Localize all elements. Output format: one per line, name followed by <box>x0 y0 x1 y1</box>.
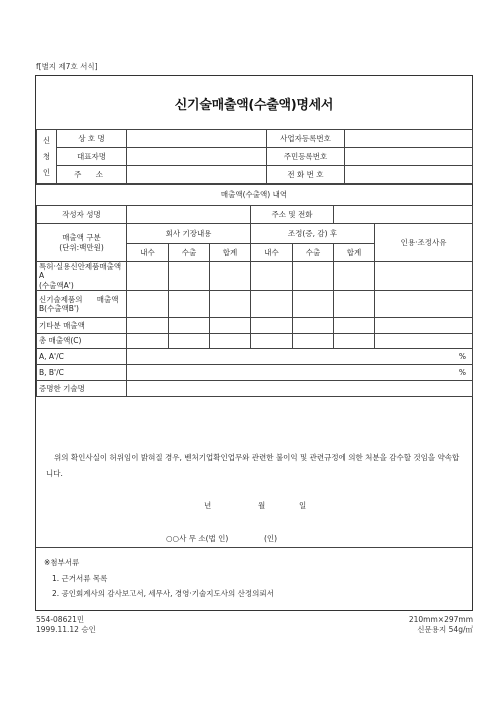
company-name-label: 상 호 명 <box>57 130 127 148</box>
address-label: 주 소 <box>57 166 127 184</box>
ratio-label-a: A, A'/C <box>37 349 127 365</box>
proof-tech-field[interactable] <box>127 381 473 397</box>
row-label-patent: 특허·실용신안제품매출액A (수출액A') <box>37 262 127 291</box>
subheader-domestic: 내수 <box>127 244 169 262</box>
representative-field[interactable] <box>127 148 267 166</box>
signer-name: ○○사 무 소(법 인) <box>166 534 229 543</box>
row-label-newtech: 신기술제품의 매출액 B(수출액B') <box>37 291 127 318</box>
contact-label: 주소 및 전화 <box>251 206 334 224</box>
ratio-label-b: B, B'/C <box>37 365 127 381</box>
table-row <box>37 334 473 349</box>
company-name-field[interactable] <box>127 130 267 148</box>
subheader-total-adjusted: 합계 <box>334 244 375 262</box>
date-month[interactable]: 월 <box>258 501 266 510</box>
form-title: 신기술매출액(수출액)명세서 <box>174 98 334 113</box>
date-row <box>36 500 472 510</box>
phone-field[interactable] <box>345 166 473 184</box>
reason-header: 인용·조정사유 <box>375 224 473 262</box>
address-field[interactable] <box>127 166 267 184</box>
sales-section-title: 매출액(수출액) 내역 <box>36 184 472 205</box>
signature-row <box>36 533 472 543</box>
table-row <box>37 262 473 291</box>
pledge-text: 위의 확인사실이 허위임이 밝혀질 경우, 벤처기업확인업무와 관련한 불이익 및 관련규정에 의한 처분을 감수할 것임을 약속합니다. <box>46 453 460 478</box>
row-label-other: 기타분 매출액 <box>37 318 127 334</box>
applicant-table <box>36 129 473 184</box>
statement-form <box>35 75 473 611</box>
row-label-total: 총 매출액(C) <box>37 334 127 349</box>
resident-reg-field[interactable] <box>345 148 473 166</box>
table-row <box>37 381 473 397</box>
company-record-header: 회사 기장내용 <box>127 224 251 244</box>
date-year[interactable]: 년 <box>204 501 212 510</box>
attachment-item: 1. 근거서류 목록 <box>52 574 108 583</box>
business-reg-label: 사업자등록번호 <box>267 130 345 148</box>
table-row <box>37 291 473 318</box>
attachments-title: ※첨부서류 <box>44 558 80 567</box>
resident-reg-label: 주민등록번호 <box>267 148 345 166</box>
ratio-value-b[interactable]: % <box>127 365 473 381</box>
date-day[interactable]: 일 <box>299 501 307 510</box>
table-row <box>37 318 473 334</box>
contact-field[interactable] <box>334 206 473 224</box>
writer-label: 작성자 성명 <box>37 206 127 224</box>
seal-mark[interactable]: (인) <box>264 534 278 543</box>
applicant-side-label: 신 청 인 <box>37 130 57 184</box>
ratio-value-a[interactable]: % <box>127 349 473 365</box>
footer-approval: 554-08621민 1999.11.12 승인 <box>36 615 96 634</box>
pledge-section <box>36 436 472 548</box>
representative-label: 대표자명 <box>57 148 127 166</box>
adjusted-header: 조정(증, 감) 후 <box>251 224 375 244</box>
table-row <box>37 349 473 365</box>
subheader-export: 수출 <box>169 244 210 262</box>
proof-tech-label: 증명한 기술명 <box>37 381 127 397</box>
table-row <box>37 365 473 381</box>
subheader-total: 합계 <box>210 244 251 262</box>
phone-label: 전 화 번 호 <box>267 166 345 184</box>
attachment-item: 2. 공인회계사의 감사보고서, 세무사, 경영·기술지도사의 산정의뢰서 <box>52 589 274 598</box>
writer-field[interactable] <box>127 206 251 224</box>
form-number-label: f[별지 제7호 서식] <box>36 62 98 71</box>
sales-table <box>36 205 473 397</box>
subheader-export-adjusted: 수출 <box>293 244 334 262</box>
category-header: 매출액 구분 (단위:백만원) <box>37 224 127 262</box>
subheader-domestic-adjusted: 내수 <box>251 244 293 262</box>
footer-paper-spec: 210mm×297mm 신문용지 54g/㎡ <box>408 615 473 634</box>
business-reg-field[interactable] <box>345 130 473 148</box>
